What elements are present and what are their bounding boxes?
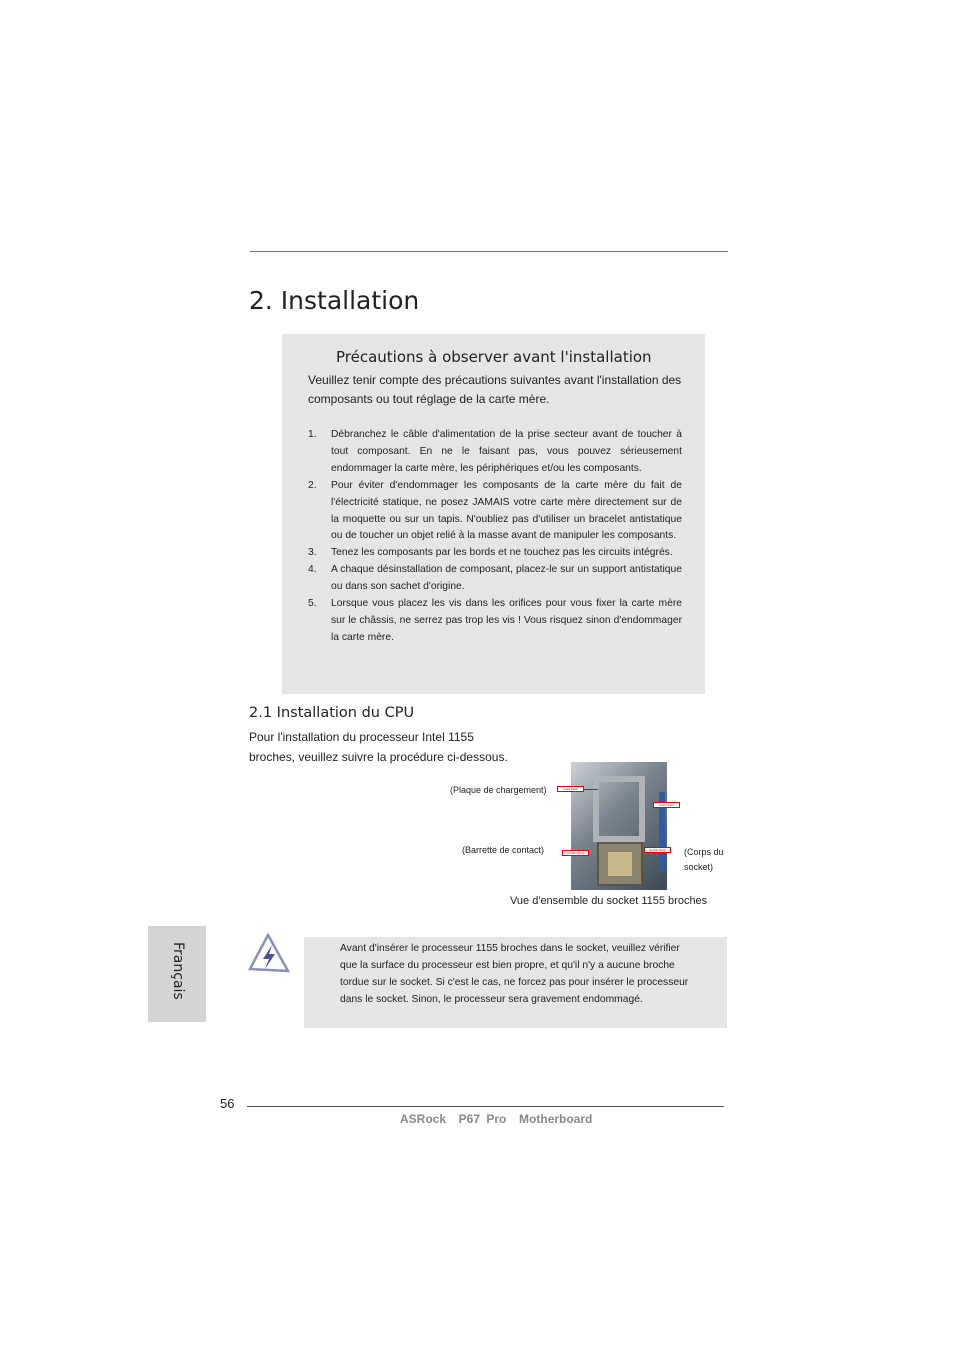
- top-divider: [250, 251, 728, 252]
- item-text: Débranchez le câble d'alimentation de la prise secteur avant de toucher à tout composant. En ne le faisant pas, vous pouvez sérieusement endommager la carte mère, les périphériques et/ou les composants.: [331, 429, 682, 474]
- item-number: 1.: [308, 429, 317, 440]
- photo-caption: Vue d'ensemble du socket 1155 broches: [510, 895, 708, 907]
- list-item: [308, 545, 682, 562]
- item-number: 3.: [308, 547, 317, 559]
- item-text: Lorsque vous placez les vis dans les orifices pour vous fixer la carte mère sur le châssis, ne serrez pas trop les vis ! Vous risquez sinon d'endommager la carte mère.: [331, 598, 682, 643]
- cpu-heading: 2.1 Installation du CPU: [249, 705, 415, 721]
- precautions-list: [308, 427, 682, 647]
- load-plate-shape: [593, 776, 645, 842]
- list-item: [308, 427, 682, 478]
- cpu-intro: Pour l'installation du processeur Intel 1155 broches, veuillez suivre la procédure ci-dessous.: [249, 730, 508, 764]
- item-number: 2.: [308, 479, 317, 491]
- item-text: A chaque désinstallation de composant, placez-le sur un support antistatique ou dans son sachet d'origine.: [331, 564, 682, 593]
- page-title: 2. Installation: [249, 286, 420, 315]
- list-item: [308, 596, 682, 647]
- label-socket-body: (Corps du socket): [684, 847, 724, 872]
- list-item: [308, 478, 682, 546]
- warning-icon: [248, 933, 290, 978]
- warning-box: [304, 937, 727, 1028]
- warning-text: Avant d'insérer le processeur 1155 broches dans le socket, veuillez vérifier que la surface du processeur est bien propre, et qu'il n'y a aucune broche tordue sur le socket. Si c'est le cas, ne forcez pas pour insérer le processeur dans le socket. Sinon, le processeur sera gravement endommagé.: [340, 943, 689, 1005]
- contact-array-shape: [608, 852, 632, 876]
- item-text: Pour éviter d'endommager les composants de la carte mère du fait de l'électricité statique, ne posez JAMAIS votre carte mère directement sur de la moquette ou sur un tapis. N'oubliez pas d'utiliser un bracelet antistatique ou de toucher un objet relié à la masse avant de manipuler les composants.: [331, 479, 682, 542]
- label-contact-array: (Barrette de contact): [462, 845, 545, 855]
- item-number: 5.: [308, 598, 317, 610]
- footer-divider: [247, 1106, 724, 1107]
- pointer-line: [584, 789, 598, 790]
- language-tab: [148, 926, 206, 1022]
- tag-load-lever: Load Lever: [653, 802, 680, 808]
- item-text: Tenez les composants par les bords et ne touchez pas les circuits intégrés.: [331, 547, 673, 559]
- list-item: [308, 562, 682, 596]
- precautions-box: [282, 334, 705, 694]
- tag-socket-body: Socket Body: [644, 847, 671, 853]
- tag-load-plate: Load Plate: [557, 786, 584, 792]
- precautions-intro: Veuillez tenir compte des précautions suivantes avant l'installation des composants ou tout réglage de la carte mère.: [308, 373, 682, 406]
- page-number: 56: [220, 1096, 235, 1111]
- tag-contact-array: Contact Array: [562, 850, 589, 856]
- socket-photo: [571, 762, 667, 890]
- precautions-heading: Précautions à observer avant l'installation: [336, 348, 652, 366]
- item-number: 4.: [308, 564, 317, 576]
- label-load-plate: (Plaque de chargement): [450, 785, 547, 795]
- language-label: Français: [170, 942, 186, 1000]
- footer-text: ASRock P67 Pro Motherboard: [400, 1112, 593, 1126]
